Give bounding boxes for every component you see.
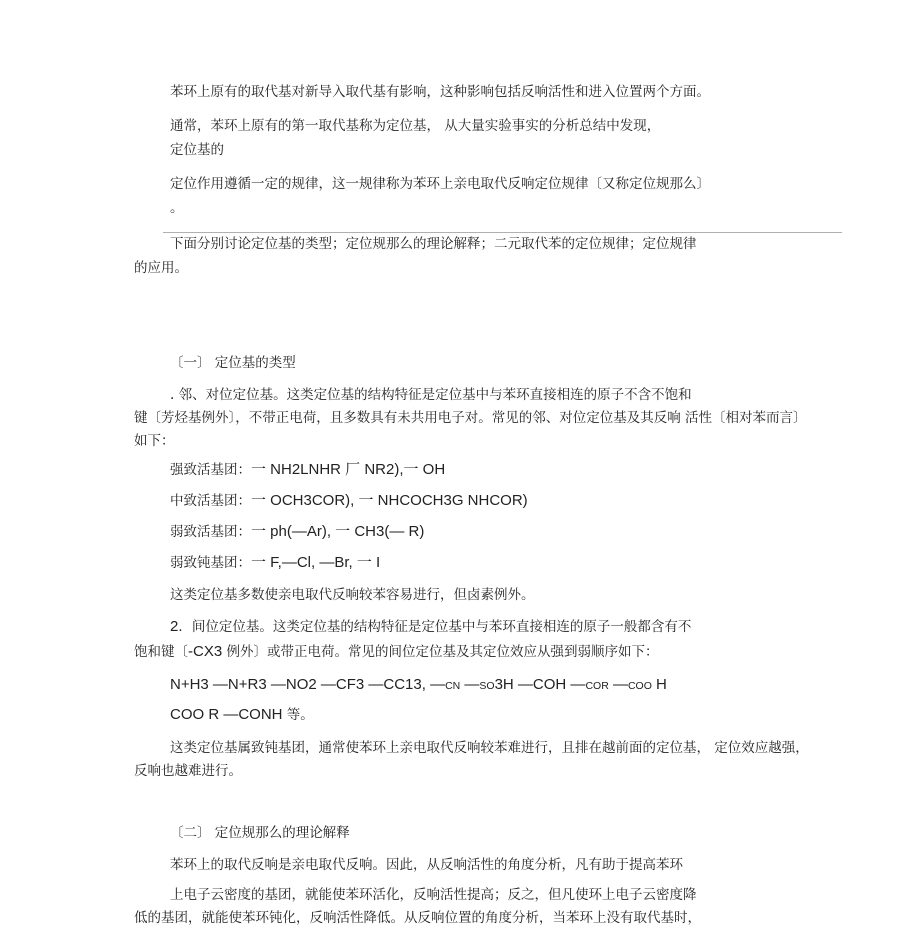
meta-groups-line-2 — [170, 706, 314, 724]
group-row-weak-activating — [170, 523, 424, 541]
group-label: 弱致钝基团： — [170, 555, 251, 571]
group-formula: 一 F,—Cl, —Br, 一 I — [251, 554, 381, 571]
meta-paragraph-line-1 — [170, 618, 691, 636]
theory-paragraph-2-line-1: 上电子云密度的基团，就能使苯环活化，反响活性提高；反之，但凡使环上电子云密度降 — [170, 887, 697, 903]
intro-paragraph-2-line-2: 定位基的 — [170, 142, 224, 158]
ortho-para-summary: 这类定位基多数使亲电取代反响较苯容易进行，但卤素例外。 — [170, 587, 535, 603]
meta-summary-line-1: 这类定位基属致钝基团，通常使苯环上亲电取代反响较苯难进行，且排在越前面的定位基， 定位效应越强， — [170, 740, 809, 756]
intro-paragraph-3-line-2: 。 — [170, 200, 184, 216]
theory-paragraph-1: 苯环上的取代反响是亲电取代反响。因此，从反响活性的角度分析，凡有助于提高苯环 — [170, 857, 683, 873]
horizontal-rule — [163, 232, 842, 233]
meta-paragraph-text-a: 饱和键〔 — [134, 644, 188, 660]
meta-paragraph-text-c: 例外〕或带正电荷。常见的间位定位基及其定位效应从强到弱顺序如下： — [222, 644, 659, 660]
meta-summary-line-2: 反响也越难进行。 — [134, 763, 242, 779]
meta-formula-suffix: 等。 — [282, 707, 314, 723]
intro-paragraph-2-line-1: 通常，苯环上原有的第一取代基称为定位基， 从大量实验事实的分析总结中发现， — [170, 118, 661, 134]
intro-paragraph-3-line-1: 定位作用遵循一定的规律，这一规律称为苯环上亲电取代反响定位规律〔又称定位规那么〕 — [170, 176, 710, 192]
group-label: 中致活基团： — [170, 493, 251, 509]
group-formula: 一 ph(—Ar), 一 CH3(— R) — [251, 523, 425, 540]
meta-formula-b: CN — [445, 680, 461, 692]
section-1-heading: 〔一〕 定位基的类型 — [170, 355, 296, 371]
meta-formula-h: COO — [627, 680, 652, 692]
group-formula: 一 NH2LNHR 厂 NR2),一 OH — [251, 461, 446, 478]
meta-formula-c: — — [460, 676, 480, 693]
group-formula: 一 OCH3COR), 一 NHCOCH3G NHCOR) — [251, 492, 528, 509]
section-2-heading: 〔二〕 定位规那么的理论解释 — [170, 825, 350, 841]
meta-formula-e: 3H —COH — — [494, 676, 586, 693]
list-number: 2 — [170, 618, 179, 635]
meta-formula-f: COR — [585, 680, 609, 692]
meta-groups-line-1 — [170, 676, 667, 695]
meta-paragraph-formula: -CX3 — [188, 643, 223, 660]
meta-paragraph-text: ．间位定位基。这类定位基的结构特征是定位基中与苯环直接相连的原子一般都含有不 — [178, 619, 692, 635]
meta-formula-a: N+H3 —N+R3 —NO2 —CF3 —CC13, — — [170, 676, 446, 693]
meta-formula-g: — — [608, 676, 628, 693]
meta-formula-end: COO R —CONH — [170, 706, 283, 723]
group-row-medium-activating — [170, 492, 528, 510]
ortho-para-paragraph-line-1: . 邻、对位定位基。这类定位基的结构特征是定位基中与苯环直接相连的原子不含不饱和 — [170, 387, 692, 403]
ortho-para-paragraph-line-2: 键〔芳烃基例外〕，不带正电荷，且多数具有未共用电子对。常见的邻、对位定位基及其反响 活性〔相对苯而言〕 — [134, 410, 807, 426]
meta-formula-d: SO — [479, 680, 495, 692]
group-row-weak-deactivating — [170, 554, 380, 572]
intro-paragraph-4-line-1: 下面分别讨论定位基的类型；定位规那么的理论解释；二元取代苯的定位规律；定位规律 — [170, 236, 697, 252]
ortho-para-paragraph-line-3: 如下： — [134, 433, 175, 449]
theory-paragraph-2-line-2: 低的基团，就能使苯环钝化，反响活性降低。从反响位置的角度分析，当苯环上没有取代基时， — [134, 910, 701, 926]
intro-paragraph-1: 苯环上原有的取代基对新导入取代基有影响，这种影响包括反响活性和进入位置两个方面。 — [170, 84, 710, 100]
group-label: 弱致活基团： — [170, 524, 251, 540]
meta-paragraph-line-2 — [134, 643, 658, 661]
group-label: 强致活基团： — [170, 462, 251, 478]
meta-formula-i: H — [651, 676, 667, 693]
group-row-strong-activating — [170, 461, 445, 479]
intro-paragraph-4-line-2: 的应用。 — [134, 260, 188, 276]
